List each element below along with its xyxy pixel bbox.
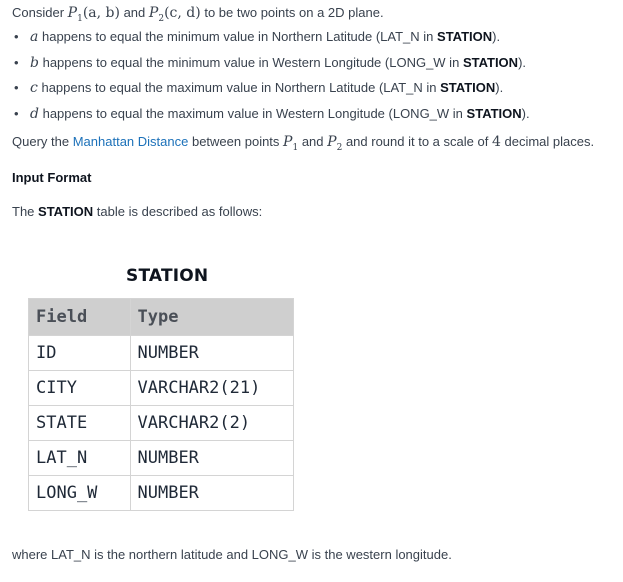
intro-text <box>12 4 384 28</box>
table-name: STATION <box>440 80 496 95</box>
decimal-scale: 4 <box>491 134 501 150</box>
query-prefix: Query the <box>12 134 70 149</box>
type-cell: NUMBER <box>130 336 294 371</box>
query-text <box>12 133 594 157</box>
bullet-icon: • <box>14 105 19 121</box>
table-title: STATION <box>126 266 209 286</box>
field-cell: LAT_N <box>29 441 131 476</box>
query-middle: between points <box>191 134 280 149</box>
station-schema-table <box>28 298 294 511</box>
column-header-type: Type <box>130 299 294 336</box>
table-row <box>29 371 294 406</box>
desc-prefix: The <box>12 204 35 219</box>
field-cell: ID <box>29 336 131 371</box>
type-cell: VARCHAR2(21) <box>130 371 294 406</box>
list-item <box>12 54 530 80</box>
query-suffix: decimal places. <box>504 134 595 149</box>
point-p1: $P_1$ <box>283 134 299 153</box>
point-p2: $P_2(c$, d) <box>148 5 201 24</box>
table-row <box>29 336 294 371</box>
table-name: STATION <box>38 204 94 219</box>
table-header-row <box>29 299 294 336</box>
table-name: STATION <box>466 105 522 121</box>
field-cell: CITY <box>29 371 131 406</box>
list-item <box>12 28 530 54</box>
variable-name: c <box>30 80 38 96</box>
point-p2: $P_2$ <box>327 134 343 153</box>
bullet-icon: • <box>14 54 19 70</box>
point-p1: $P_1(a$, b) <box>67 5 120 24</box>
intro-prefix: Consider <box>12 5 65 20</box>
column-header-field: Field <box>29 299 131 336</box>
table-row <box>29 476 294 511</box>
variable-name: d <box>30 105 39 122</box>
bullet-icon: • <box>14 80 19 95</box>
intro-suffix: to be two points on a 2D plane. <box>204 5 384 20</box>
variable-name: a <box>30 29 39 45</box>
list-item-text: happens to equal the maximum value in Western Longitude (LONG_W in <box>42 105 463 121</box>
type-cell: VARCHAR2(2) <box>130 406 294 441</box>
field-cell: LONG_W <box>29 476 131 511</box>
desc-suffix: table is described as follows: <box>96 204 263 219</box>
table-row <box>29 441 294 476</box>
type-cell: NUMBER <box>130 441 294 476</box>
variable-name: b <box>30 54 39 71</box>
variable-list <box>12 28 530 130</box>
list-item-end: ). <box>521 105 530 121</box>
list-item-end: ). <box>495 80 504 95</box>
list-item-end: ). <box>518 54 527 70</box>
list-item-end: ). <box>492 29 501 44</box>
list-item-text: happens to equal the maximum value in Northern Latitude (LAT_N in <box>41 80 437 95</box>
table-row <box>29 406 294 441</box>
input-format-heading: Input Format <box>12 170 92 185</box>
intro-and: and <box>123 5 146 20</box>
query-round-text: and round it to a scale of <box>345 134 489 149</box>
list-item-text: happens to equal the minimum value in Western Longitude (LONG_W in <box>42 54 460 70</box>
list-item-text: happens to equal the minimum value in Northern Latitude (LAT_N in <box>41 29 434 44</box>
input-format-description <box>12 203 262 221</box>
footer-note: where LAT_N is the northern latitude and LONG_W is the western longitude. <box>12 547 452 562</box>
field-cell: STATE <box>29 406 131 441</box>
query-and: and <box>301 134 324 149</box>
bullet-icon: • <box>14 29 19 44</box>
list-item <box>12 105 530 131</box>
type-cell: NUMBER <box>130 476 294 511</box>
list-item <box>12 79 530 105</box>
table-name: STATION <box>437 29 493 44</box>
table-name: STATION <box>462 54 519 70</box>
manhattan-distance-link[interactable]: Manhattan Distance <box>72 134 189 149</box>
